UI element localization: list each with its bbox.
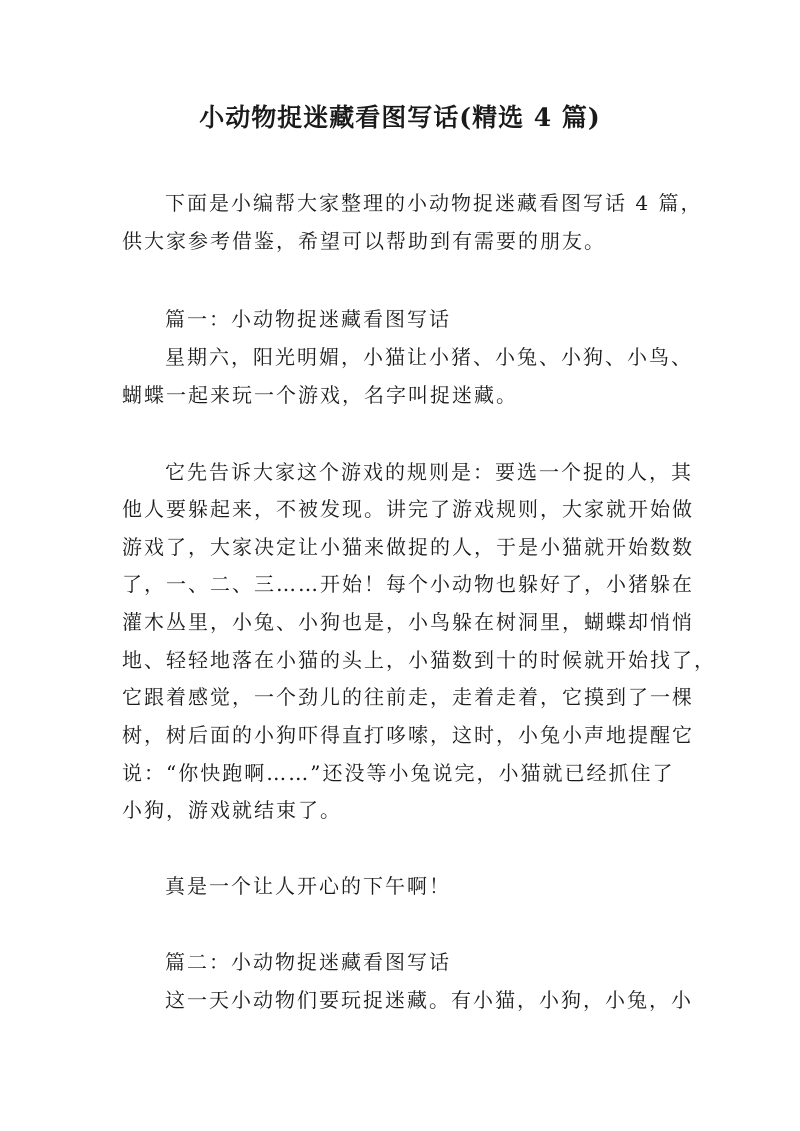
paragraph-line: 他人要躲起来，不被发现。讲完了游戏规则，大家就开始做 (122, 497, 694, 521)
paragraph-line: 地、轻轻地落在小猫的头上，小猫数到十的时候就开始找了， (122, 648, 716, 672)
paragraph-line: 蝴蝶一起来玩一个游戏，名字叫捉迷藏。 (122, 383, 518, 407)
section-heading: 篇一：小动物捉迷藏看图写话 (165, 307, 451, 331)
paragraph-line: 小狗，游戏就结束了。 (122, 798, 342, 822)
paragraph-line: 星期六，阳光明媚，小猫让小猪、小兔、小狗、小鸟、 (165, 345, 693, 369)
paragraph-line: 这一天小动物们要玩捉迷藏。有小猫，小狗，小兔，小 (165, 988, 693, 1012)
paragraph-line: 真是一个让人开心的下午啊！ (165, 874, 451, 898)
paragraph-line: 灌木丛里，小兔、小狗也是，小鸟躲在树洞里，蝴蝶却悄悄 (122, 610, 694, 634)
document-title: 小动物捉迷藏看图写话(精选 4 篇) (199, 103, 601, 132)
paragraph-line: 下面是小编帮大家整理的小动物捉迷藏看图写话 4 篇， (165, 191, 703, 215)
paragraph-line: 它跟着感觉，一个劲儿的往前走，走着走着，它摸到了一棵 (122, 685, 694, 709)
paragraph-line: 说：“你快跑啊……”还没等小兔说完，小猫就已经抓住了 (122, 761, 675, 785)
paragraph-line: 游戏了，大家决定让小猫来做捉的人，于是小猫就开始数数 (122, 535, 694, 559)
section-heading: 篇二：小动物捉迷藏看图写话 (165, 950, 451, 974)
paragraph-line: 它先告诉大家这个游戏的规则是：要选一个捉的人，其 (165, 460, 693, 484)
paragraph-line: 树，树后面的小狗吓得直打哆嗦，这时，小兔小声地提醒它 (122, 723, 694, 747)
paragraph-line: 供大家参考借鉴，希望可以帮助到有需要的朋友。 (122, 229, 606, 253)
paragraph-line: 了，一、二、三……开始！每个小动物也躲好了，小猪躲在 (122, 572, 694, 596)
